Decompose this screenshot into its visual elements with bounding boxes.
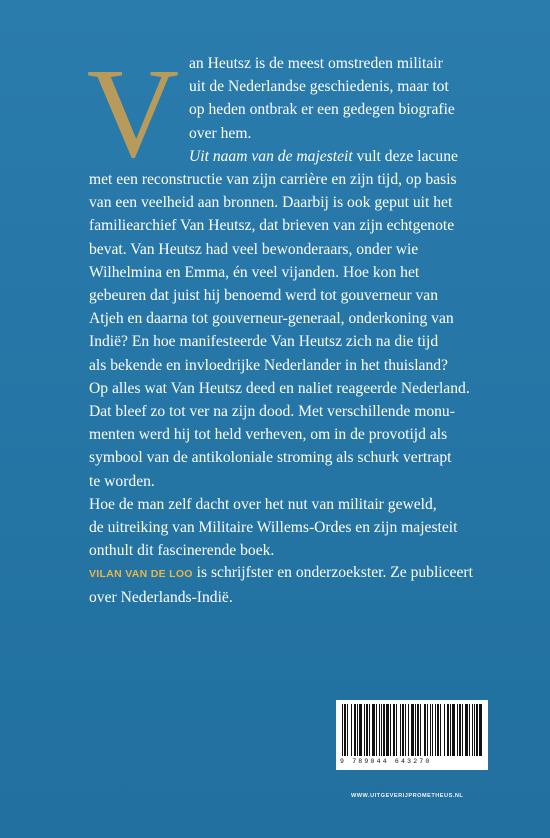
blurb-line: Indië? En hoe manifesteerde Van Heutsz zich na die tijd (89, 333, 439, 351)
barcode-bar (447, 704, 449, 756)
author-bio (89, 561, 529, 609)
barcode-bar (430, 704, 431, 756)
barcode-bar (457, 704, 458, 756)
blurb-line: Op alles wat Van Heutsz deed en naliet reageerde Nederland. (89, 379, 470, 397)
barcode-bar (405, 704, 406, 756)
barcode-bar (383, 704, 385, 756)
barcode-bar (359, 704, 362, 756)
barcode-bar (427, 704, 428, 756)
barcode-bar (437, 704, 439, 756)
isbn-digits: 9 789044 643270 (340, 758, 432, 765)
barcode-bar (354, 704, 356, 756)
barcode-bar (435, 704, 436, 756)
barcode-bar (450, 704, 451, 756)
barcode-bar (379, 704, 380, 756)
drop-cap-letter: V (86, 42, 176, 184)
barcode-bar (472, 704, 473, 756)
blurb-line: van een veelheid aan bronnen. Daarbij is ook geput uit het (89, 194, 453, 212)
blurb-line: vult deze lacune (352, 147, 458, 165)
barcode-icon (342, 704, 482, 758)
barcode-bar (376, 704, 377, 756)
barcode-bar (386, 704, 389, 756)
barcode-bar (462, 704, 463, 756)
barcode-bar (396, 704, 397, 756)
barcode-bar (393, 704, 395, 756)
barcode-bar (440, 704, 441, 756)
blurb-line: te worden. (89, 472, 155, 490)
barcode-bar (342, 704, 343, 756)
blurb-line: menten werd hij tot held verheven, om in de provotijd als (89, 426, 448, 444)
blurb-line: an Heutsz is de meest omstreden militair (189, 55, 443, 72)
barcode-bar (415, 704, 416, 756)
author-bio-line: over Nederlands-Indië. (89, 589, 233, 607)
barcode-bar (452, 704, 455, 756)
blurb-line: over hem. (189, 124, 252, 142)
blurb-line: onthult dit fascinerende boek. (89, 542, 275, 560)
barcode-bar (402, 704, 404, 756)
barcode-bar (366, 704, 368, 756)
barcode-bar (417, 704, 419, 756)
barcode-bar (424, 704, 426, 756)
barcode-bar (411, 704, 414, 756)
barcode-label (336, 700, 488, 770)
barcode-bar (474, 704, 475, 756)
author-bio-text: is schrijfster en onderzoekster. Ze publiceert (192, 564, 473, 581)
barcode-bar (400, 704, 401, 756)
blurb-line: gebeuren dat juist hij benoemd werd tot gouverneur van (89, 287, 439, 305)
barcode-bar (347, 704, 348, 756)
blurb-text (89, 52, 529, 562)
barcode-bar (344, 704, 346, 756)
blurb-line: uit de Nederlandse geschiedenis, maar tot (189, 78, 449, 96)
blurb-line: Wilhelmina en Emma, én veel vijanden. Hoe kon het (89, 263, 420, 281)
blurb-line: Dat bleef zo tot ver na zijn dood. Met verschillende monu- (89, 403, 455, 421)
barcode-bar (444, 704, 445, 756)
barcode-bar (357, 704, 358, 756)
blurb-line: Atjeh en daarna tot gouverneur-generaal, onderkoning van (89, 310, 454, 328)
barcode-bar (364, 704, 365, 756)
blurb-line: symbool van de antikoloniale stroming als schurk vertrapt (89, 449, 452, 467)
author-bio-line (89, 561, 529, 586)
blurb-title-line (89, 145, 529, 168)
barcode-bar (369, 704, 370, 756)
blurb-line: bevat. Van Heutsz had veel bewonderaars, onder wie (89, 240, 419, 258)
barcode-bar (372, 704, 375, 756)
blurb-line: Hoe de man zelf dacht over het nut van militair geweld, (89, 495, 437, 513)
barcode-bar (476, 704, 478, 756)
blurb-line: met een reconstructie van zijn carrière en zijn tijd, op basis (89, 171, 457, 189)
blurb-line: familiearchief Van Heutsz, dat brieven van zijn echtgenote (89, 217, 455, 235)
barcode-bar (469, 704, 470, 756)
barcode-bar (381, 704, 382, 756)
barcode-bar (465, 704, 468, 756)
barcode-bar (432, 704, 433, 756)
barcode-bar (408, 704, 409, 756)
barcode-bar (420, 704, 421, 756)
book-title: Uit naam van de majesteit (189, 147, 353, 165)
barcode-bar (351, 704, 352, 756)
barcode-bar (459, 704, 461, 756)
barcode-bar (390, 704, 391, 756)
barcode-bar (479, 704, 482, 756)
blurb-line: als bekende en invloedrijke Nederlander in het thuisland? (89, 356, 448, 374)
publisher-website: WWW.UITGEVERIJPROMETHEUS.NL (351, 793, 464, 799)
blurb-line: de uitreiking van Militaire Willems-Ordes en zijn majesteit (89, 519, 458, 537)
blurb-line: op heden ontbrak er een gedegen biografie (189, 101, 455, 119)
author-name: VILAN VAN DE LOO (89, 568, 193, 580)
